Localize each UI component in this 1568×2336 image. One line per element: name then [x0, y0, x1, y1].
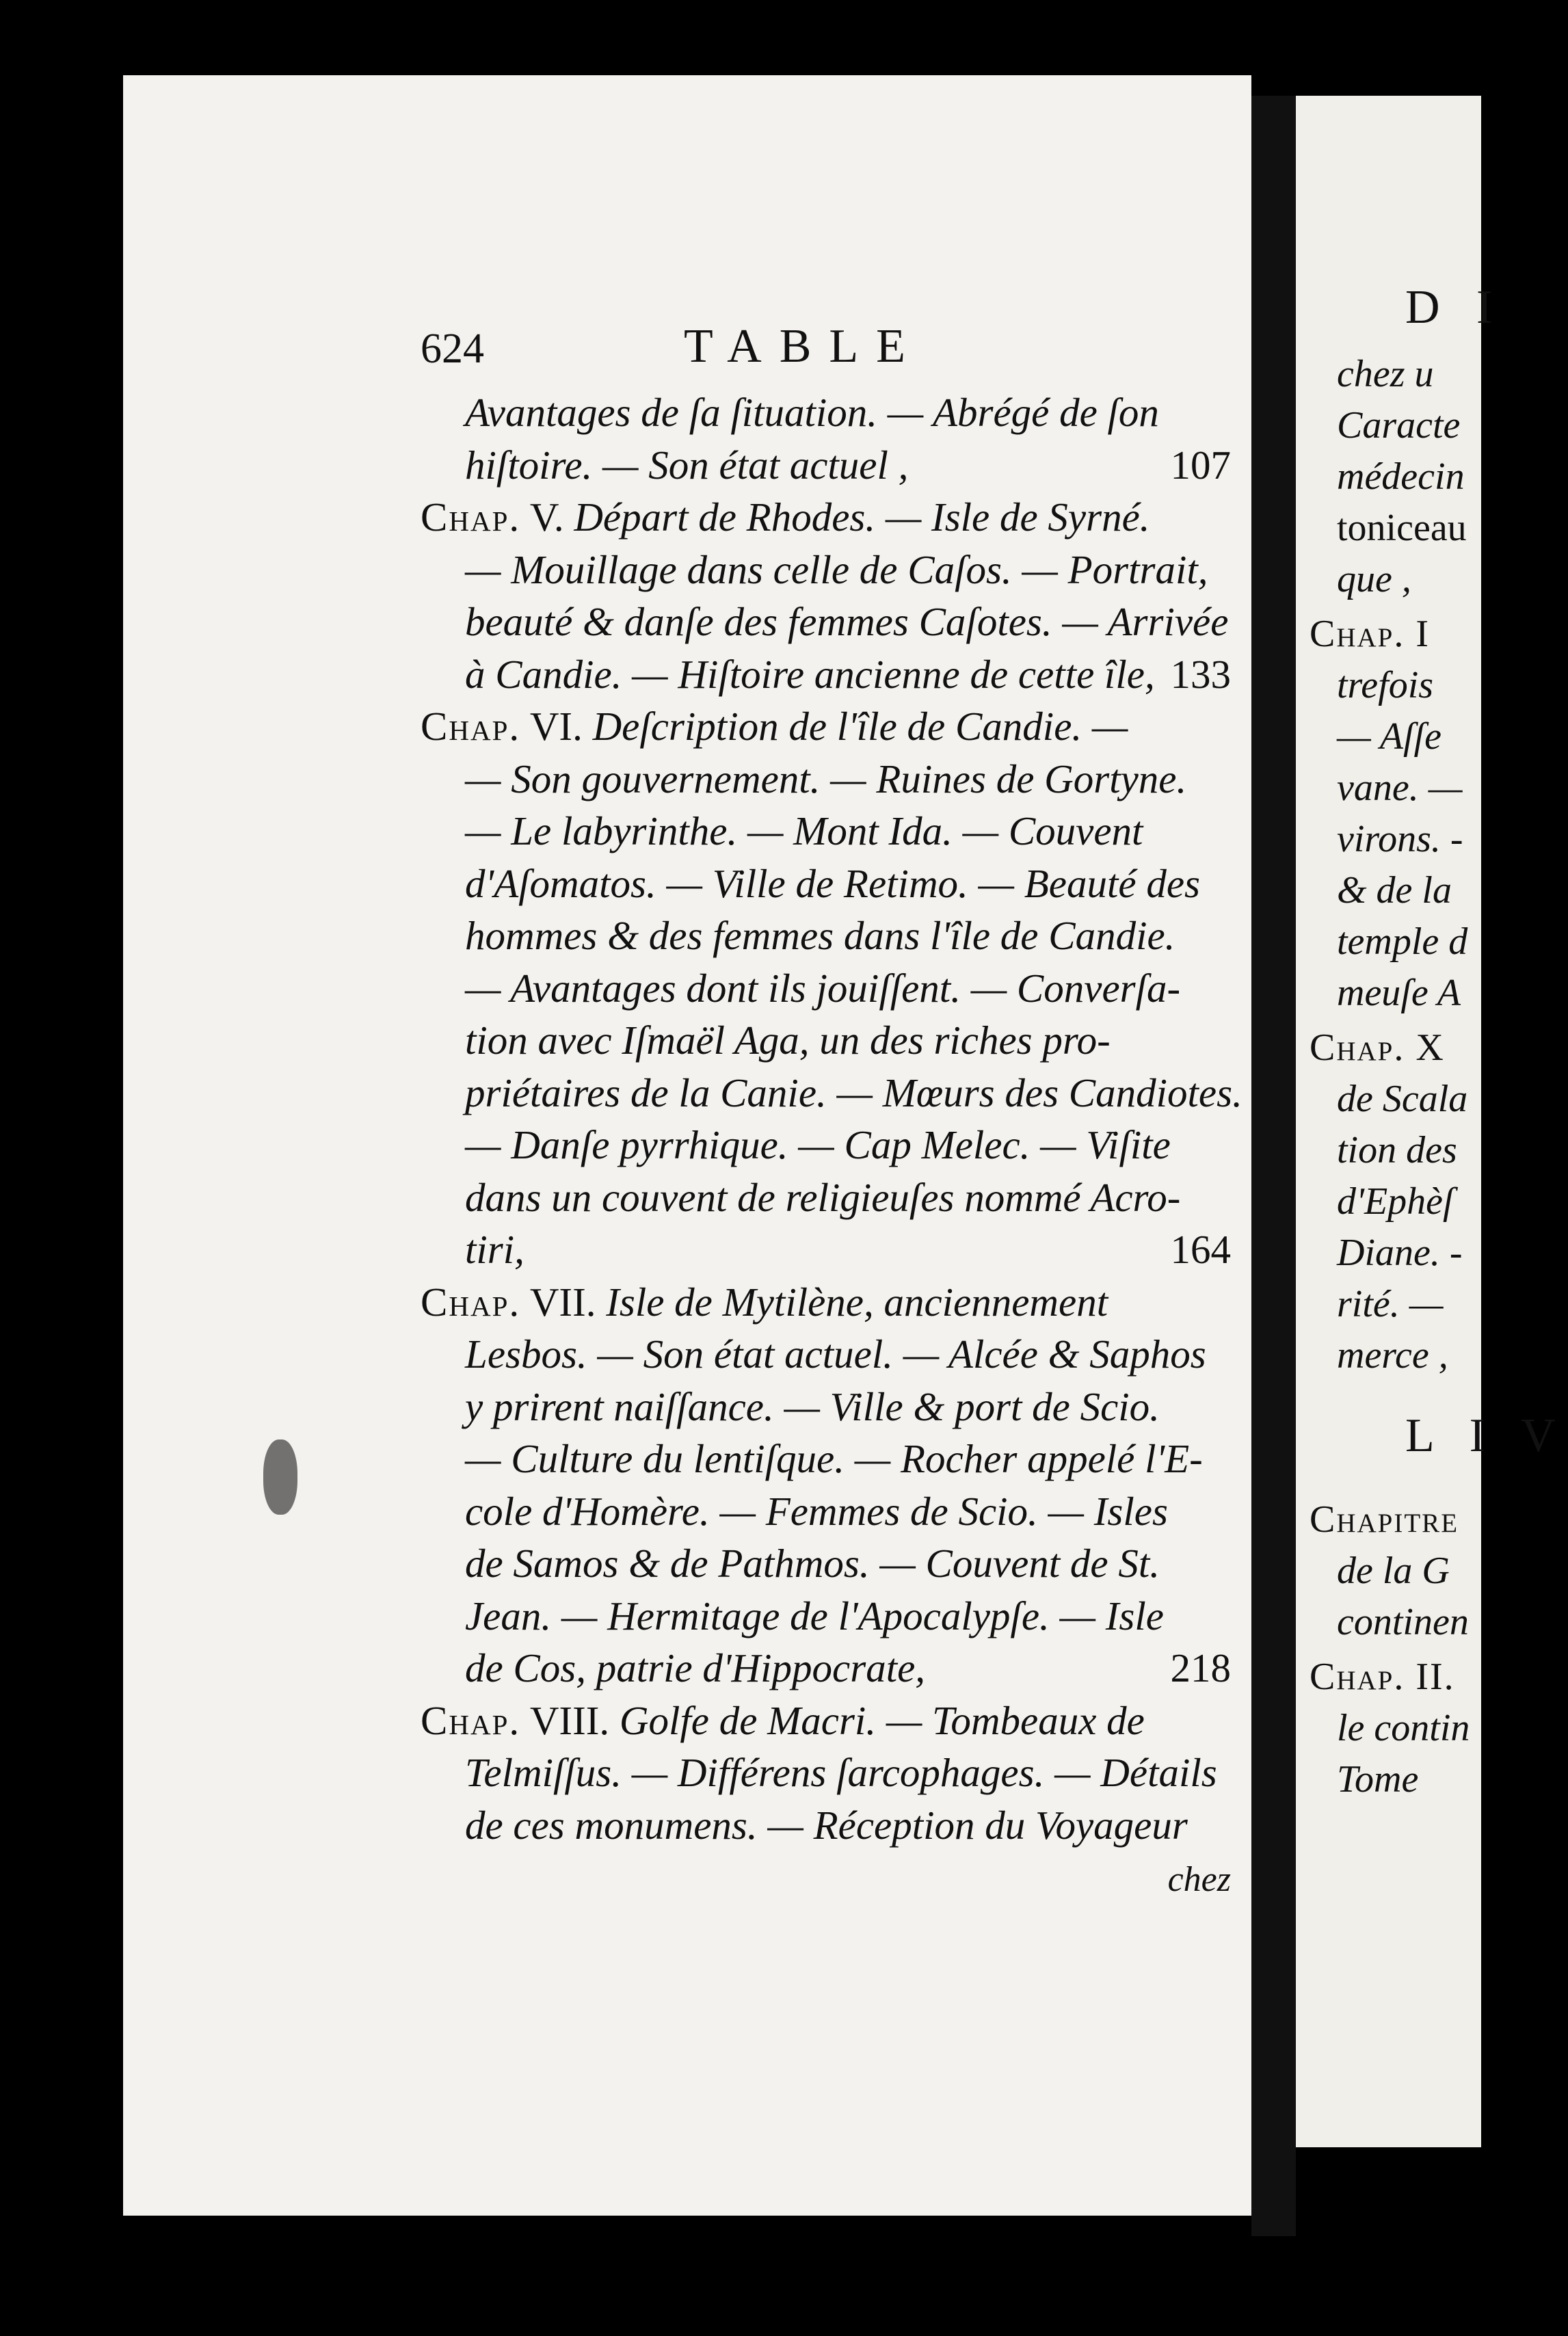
right-page-line: de Scala	[1337, 1078, 1468, 1120]
chapter-entry-line	[421, 491, 1231, 544]
ink-stain	[263, 1439, 297, 1515]
entry-text: tion avec Iſmaël Aga, un des riches pro-	[465, 1018, 1111, 1063]
entry-line	[421, 544, 1231, 596]
entry-line	[421, 962, 1231, 1015]
entry-text: tiri,	[465, 1227, 524, 1272]
entry-text: y prirent naiſſance. — Ville & port de Scio.	[465, 1383, 1160, 1429]
chapter-number: V.	[529, 494, 564, 540]
right-page-line: trefois	[1337, 664, 1434, 706]
chapter-entry-line	[421, 1276, 1231, 1329]
entry-line	[421, 858, 1231, 910]
right-page-line: Chap. I	[1310, 613, 1431, 655]
entry-line	[421, 910, 1231, 962]
page-reference: 133	[1170, 651, 1231, 697]
table-of-contents-entries	[421, 386, 1243, 1904]
right-page-line: — Aſſe	[1337, 715, 1441, 758]
entry-text: Avantages de ſa ſituation. — Abrégé de ſon	[465, 390, 1159, 435]
entry-line	[421, 386, 1231, 439]
right-page-line: rité. —	[1337, 1283, 1444, 1325]
entry-text: Lesbos. — Son état actuel. — Alcée & Saphos	[465, 1331, 1206, 1377]
chapter-label: Chap.	[421, 494, 521, 540]
right-page-line: Caracte	[1337, 404, 1461, 447]
entry-line	[421, 753, 1231, 806]
entry-line	[421, 439, 1231, 492]
chapter-number: VIII.	[529, 1697, 610, 1743]
entry-text: Jean. — Hermitage de l'Apocalypſe. — Isle	[465, 1593, 1164, 1638]
chapter-number: VI.	[529, 704, 583, 749]
entry-line	[421, 1067, 1243, 1119]
right-page-line: chez u	[1337, 353, 1434, 395]
entry-text: — Danſe pyrrhique. — Cap Melec. — Viſite	[465, 1122, 1171, 1167]
right-page-line: Chapitre	[1310, 1498, 1459, 1541]
entry-text: — Avantages dont ils jouiſſent. — Converſa-	[465, 965, 1181, 1011]
chapter-label: Chap.	[421, 704, 521, 749]
right-page-line: Tome	[1337, 1758, 1419, 1801]
right-page-line: meuſe A	[1337, 972, 1461, 1014]
entry-text: Golfe de Macri. — Tombeaux de	[619, 1697, 1145, 1743]
right-page	[1296, 96, 1568, 2147]
entry-line	[421, 1747, 1231, 1799]
catchword-line	[421, 1851, 1231, 1904]
entry-line	[421, 805, 1231, 858]
entry-line	[421, 1537, 1231, 1590]
entry-line	[421, 1328, 1231, 1381]
entry-text: — Le labyrinthe. — Mont Ida. — Couvent	[465, 808, 1143, 853]
right-page-line: que ,	[1337, 558, 1411, 600]
entry-line	[421, 1381, 1231, 1433]
right-page-line: & de la	[1337, 869, 1452, 912]
entry-text: Deſcription de l'île de Candie. —	[592, 704, 1128, 749]
page-header	[421, 320, 1227, 386]
right-page-line: le contin	[1337, 1707, 1470, 1749]
entry-line	[421, 1171, 1231, 1224]
entry-line	[421, 1642, 1231, 1695]
entry-line	[421, 1119, 1231, 1171]
entry-line	[421, 596, 1231, 648]
entry-line	[421, 1485, 1231, 1538]
right-page-line: temple d	[1337, 920, 1468, 963]
entry-text: hommes & des femmes dans l'île de Candie.	[465, 913, 1175, 958]
right-page-line: vane. —	[1337, 767, 1463, 809]
entry-text: Telmiſſus. — Différens ſarcophages. — Détails	[465, 1750, 1217, 1795]
entry-text: beauté & danſe des femmes Caſotes. — Arrivée	[465, 599, 1229, 644]
catchword: chez	[1167, 1860, 1231, 1899]
chapter-label: Chap.	[421, 1697, 521, 1743]
page-number: 624	[421, 326, 484, 372]
entry-line	[421, 1590, 1231, 1643]
right-page-line: toniceau	[1337, 507, 1467, 549]
chapter-label: Chap.	[421, 1279, 521, 1325]
right-page-line: de la G	[1337, 1550, 1450, 1592]
page-reference: 107	[1170, 442, 1231, 488]
entry-line	[421, 1433, 1231, 1485]
right-page-line: Chap. II.	[1310, 1656, 1455, 1698]
book-spine	[1251, 96, 1296, 2236]
right-page-line: Chap. X	[1310, 1026, 1445, 1069]
entry-text: hiſtoire. — Son état actuel ,	[465, 442, 909, 488]
right-page-line: médecin	[1337, 455, 1465, 498]
entry-text: priétaires de la Canie. — Mœurs des Candiotes.	[465, 1070, 1243, 1115]
right-page-line: virons. -	[1337, 818, 1463, 860]
entry-text: de Samos & de Pathmos. — Couvent de St.	[465, 1541, 1160, 1586]
chapter-entry-line	[421, 1695, 1231, 1747]
right-page-line: merce ,	[1337, 1334, 1448, 1377]
entry-line	[421, 648, 1231, 701]
chapter-entry-line	[421, 700, 1231, 753]
entry-text: — Son gouvernement. — Ruines de Gortyne.	[465, 756, 1187, 801]
right-page-line: L I V	[1405, 1409, 1568, 1462]
entry-line	[421, 1223, 1231, 1276]
running-title: TABLE	[684, 320, 923, 373]
entry-text: Départ de Rhodes. — Isle de Syrné.	[574, 494, 1150, 540]
entry-text: d'Aſomatos. — Ville de Retimo. — Beauté des	[465, 860, 1200, 906]
right-page-line: Diane. -	[1337, 1232, 1463, 1274]
entry-text: — Culture du lentiſque. — Rocher appelé l'E-	[465, 1436, 1203, 1481]
page-reference: 164	[1170, 1227, 1231, 1272]
right-page-line: d'Ephèſ	[1337, 1180, 1454, 1223]
entry-text: cole d'Homère. — Femmes de Scio. — Isles	[465, 1488, 1168, 1534]
right-page-line: D I	[1405, 281, 1505, 334]
chapter-number: VII.	[529, 1279, 596, 1325]
page-reference: 218	[1170, 1645, 1231, 1690]
entry-text: dans un couvent de religieuſes nommé Acro-	[465, 1174, 1181, 1220]
right-page-line: tion des	[1337, 1129, 1457, 1171]
entry-text: à Candie. — Hiſtoire ancienne de cette île,	[465, 651, 1155, 697]
entry-line	[421, 1014, 1231, 1067]
entry-text: de Cos, patrie d'Hippocrate,	[465, 1645, 926, 1690]
right-page-line: continen	[1337, 1601, 1469, 1643]
entry-text: — Mouillage dans celle de Caſos. — Portrait,	[465, 546, 1208, 592]
entry-line	[421, 1799, 1231, 1852]
entry-text: de ces monumens. — Réception du Voyageur	[465, 1802, 1188, 1848]
entry-text: Isle de Mytilène, anciennement	[606, 1279, 1108, 1325]
